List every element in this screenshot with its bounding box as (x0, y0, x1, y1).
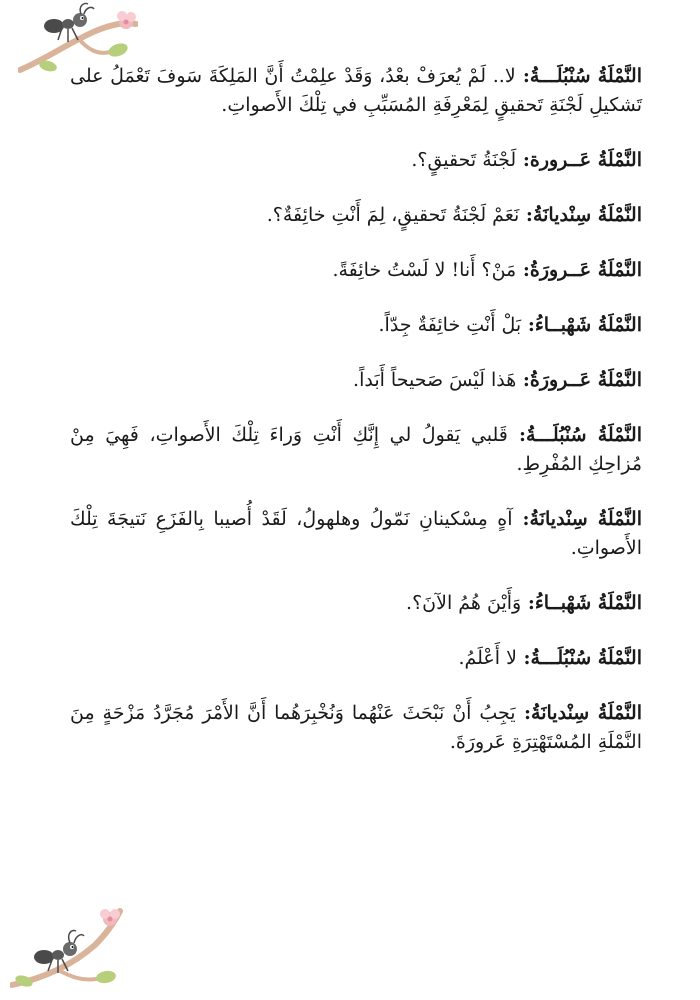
speaker-name: النَّمْلَةُ سُنْبُلَـــةُ (530, 647, 642, 669)
dialogue-text: وَأَيْنَ هُمُ الآنَ؟. (406, 592, 522, 614)
speaker-name: النَّمْلَةُ شَهْبــاءُ (534, 314, 642, 336)
dialogue-text: بَلْ أَنْتِ خائِفَةٌ جِدّاً. (378, 314, 522, 336)
dialogue-text: نَعَمْ لَجْنَةُ تَحقيقٍ، لِمَ أَنْتِ خائِفَةٌ؟. (266, 204, 520, 226)
dialogue-text: هَذا لَيْسَ صَحيحاً أَبَداً. (353, 369, 517, 391)
dialogue-text: مَنْ؟ أَنا! لا لَسْتُ خائِفَةً. (332, 259, 517, 281)
speaker-name: النَّمْلَةُ سِنْديانَةُ (529, 508, 642, 530)
dialogue-line: النَّمْلَةُ سُنْبُلَـــةُ: قَلبي يَقولُ لي إِنَّكِ أَنْتِ وَراءَ تِلْكَ الأَصواتِ، فَهِيَ مِنْ مُزاحِكِ المُفْرِطِ. (70, 424, 642, 475)
dialogue-line: النَّمْلَةُ عَــرورَةُ: مَنْ؟ أَنا! لا لَسْتُ خائِفَةً. (332, 259, 642, 281)
dialogue-line: النَّمْلَةُ عَــرورة: لَجْنَةُ تَحقيقٍ؟. (411, 149, 642, 171)
speaker-name: النَّمْلَةُ عَــرورَةُ (529, 259, 642, 281)
speaker-name: النَّمْلَةُ سُنْبُلَـــةُ (526, 424, 642, 446)
dialogue-line: النَّمْلَةُ سِنْديانَةُ: نَعَمْ لَجْنَةُ تَحقيقٍ، لِمَ أَنْتِ خائِفَةٌ؟. (266, 204, 642, 226)
dialogue-line: النَّمْلَةُ عَــرورَةُ: هَذا لَيْسَ صَحيحاً أَبَداً. (353, 369, 642, 391)
dialogue-text: لَجْنَةُ تَحقيقٍ؟. (411, 149, 517, 171)
dialogue-text: لا أَعْلَمُ. (458, 647, 517, 669)
ant-on-branch-icon (10, 905, 130, 995)
speaker-name: النَّمْلَةُ سِنْديانَةُ (531, 702, 642, 724)
speaker-name: النَّمْلَةُ سُنْبُلَـــةُ (529, 65, 642, 87)
dialogue-line: النَّمْلَةُ سُنْبُلَـــةُ: لا.. لَمْ يُعرَفْ بعْدُ، وَقَدْ علِمْتُ أَنَّ المَلِكَةَ سَوفَ تَعْمَلُ على تَشكيلِ لَجْنَةِ تَحقيقٍ لِمَعْرِفَةِ المُسَبِّبِ في تِلْكَ الأَصواتِ. (70, 65, 642, 116)
dialogue-text: قَلبي يَقولُ لي إِنَّكِ أَنْتِ وَراءَ تِلْكَ الأَصواتِ، فَهِيَ مِنْ مُزاحِكِ المُفْرِطِ. (70, 424, 642, 475)
speaker-name: النَّمْلَةُ عَــرورة (529, 149, 642, 171)
dialogue-line: النَّمْلَةُ شَهْبــاءُ: بَلْ أَنْتِ خائِفَةٌ جِدّاً. (378, 314, 642, 336)
dialogue-line: النَّمْلَةُ سِنْديانَةُ: يَجِبُ أَنْ نَبْحَثَ عَنْهُما وَنُخْبِرَهُما أَنَّ الأَمْرَ مُجَرَّدُ مَزْحَةٍ مِنَ النَّمْلَةِ المُسْتَهْتِرَةِ عَرورَةَ. (70, 702, 642, 753)
speaker-name: النَّمْلَةُ شَهْبــاءُ (534, 592, 642, 614)
dialogue-list (70, 62, 642, 783)
dialogue-line: النَّمْلَةُ شَهْبــاءُ: وَأَيْنَ هُمُ الآنَ؟. (406, 592, 642, 614)
dialogue-line: النَّمْلَةُ سِنْديانَةُ: آهٍ مِسْكينانِ نَمّولُ وهلهولُ، لَقَدْ أُصيبا بِالفَزَعِ نَتيجَةَ تِلْكَ الأَصواتِ. (70, 508, 642, 559)
dialogue-text: آهٍ مِسْكينانِ نَمّولُ وهلهولُ، لَقَدْ أُصيبا بِالفَزَعِ نَتيجَةَ تِلْكَ الأَصواتِ. (70, 508, 642, 559)
speaker-name: النَّمْلَةُ عَــرورَةُ (529, 369, 642, 391)
dialogue-text: يَجِبُ أَنْ نَبْحَثَ عَنْهُما وَنُخْبِرَهُما أَنَّ الأَمْرَ مُجَرَّدُ مَزْحَةٍ مِنَ النَّمْلَةِ المُسْتَهْتِرَةِ عَرورَةَ. (70, 702, 642, 753)
dialogue-text: لا.. لَمْ يُعرَفْ بعْدُ، وَقَدْ علِمْتُ أَنَّ المَلِكَةَ سَوفَ تَعْمَلُ على تَشكيلِ لَجْنَةِ تَحقيقٍ لِمَعْرِفَةِ المُسَبِّبِ في تِلْكَ الأَصواتِ. (70, 65, 642, 116)
dialogue-line: النَّمْلَةُ سُنْبُلَـــةُ: لا أَعْلَمُ. (458, 647, 642, 669)
speaker-name: النَّمْلَةُ سِنْديانَةُ (532, 204, 642, 226)
